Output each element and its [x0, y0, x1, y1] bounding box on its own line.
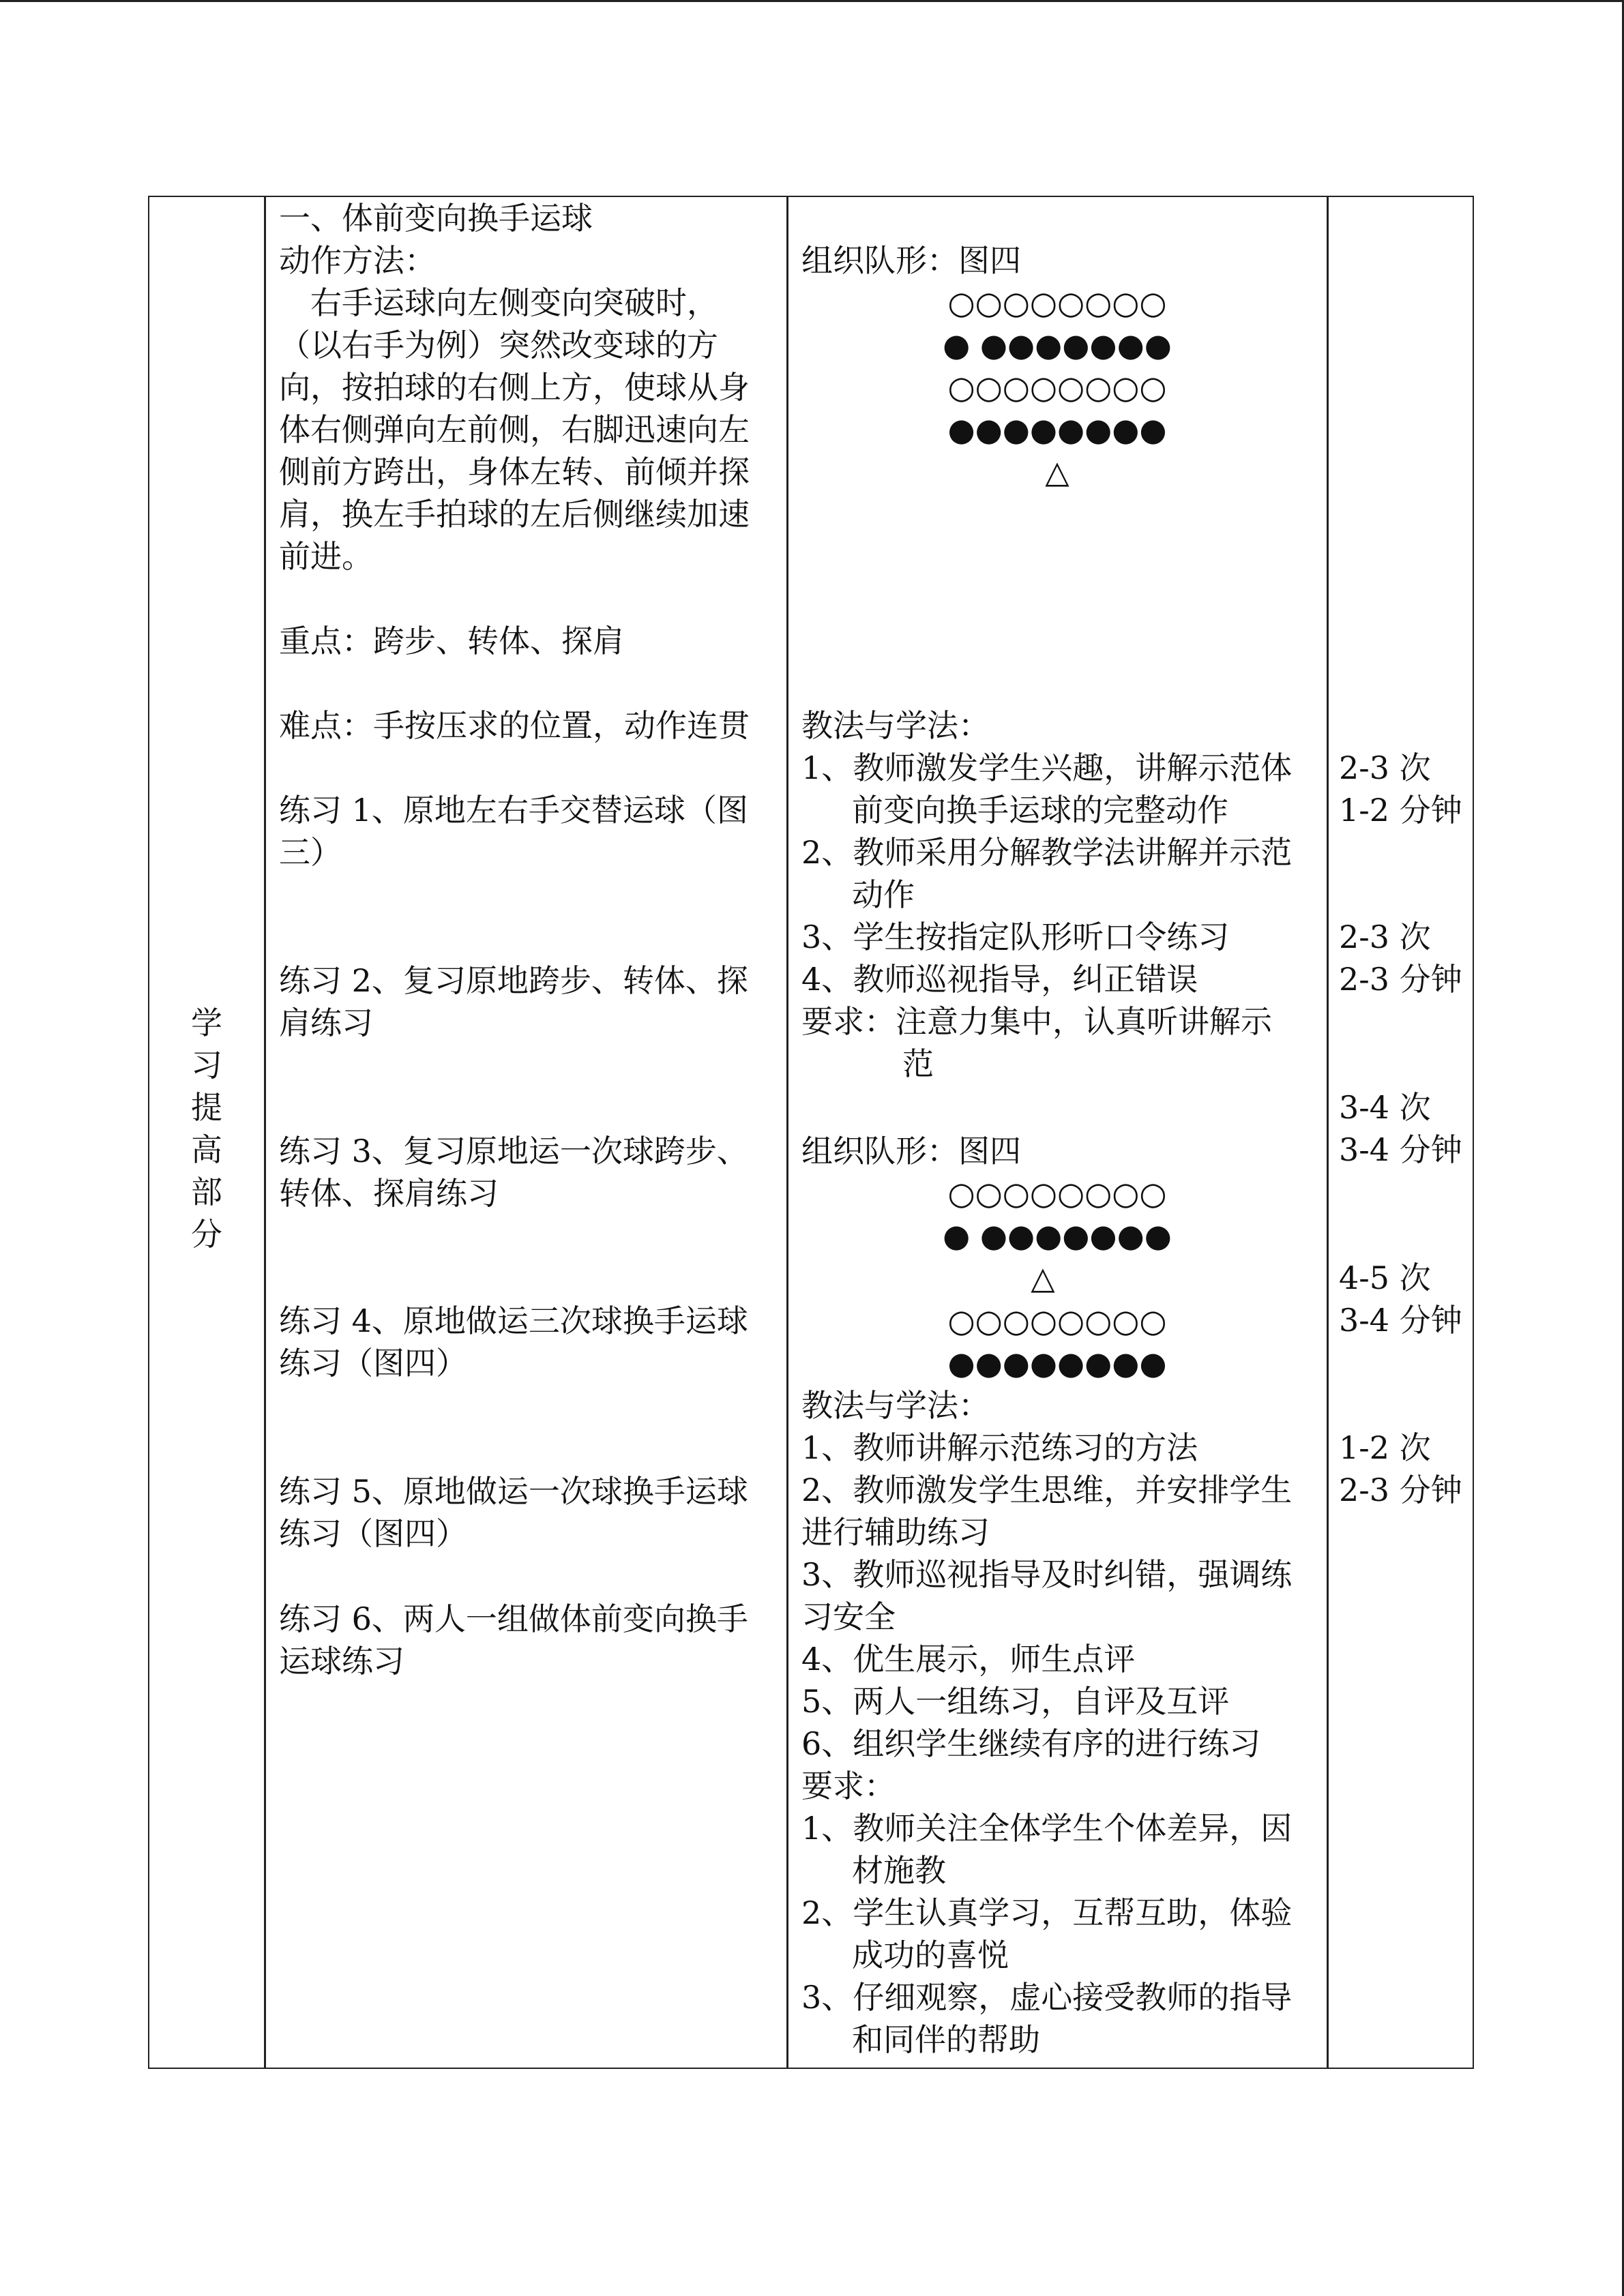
exercise-line: 肩练习: [279, 1004, 373, 1041]
method-line: 3、学生按指定队形听口令练习: [801, 919, 1230, 955]
teacher-triangle-icon: △: [1045, 453, 1069, 490]
content-line: 右手运球向左侧变向突破时，: [279, 284, 718, 321]
exercise-line: 练习 5、原地做运一次球换手运球: [279, 1473, 748, 1510]
formation-row-open: ○○○○○○○○: [947, 1302, 1167, 1339]
dosage-column: [1328, 197, 1475, 2068]
method-line: 4、优生展示，师生点评: [801, 1641, 1136, 1678]
formation-row-open: ○○○○○○○○: [947, 1175, 1167, 1212]
section-label: [149, 1002, 264, 1255]
method-line: 4、教师巡视指导，纠正错误: [801, 961, 1198, 998]
dosage-duration: 3-4 分钟: [1339, 1131, 1462, 1168]
formation-title: 组织队形：图四: [801, 242, 1021, 279]
dosage-duration: 1-2 分钟: [1339, 792, 1462, 829]
difficult-point: 难点：手按压求的位置，动作连贯: [279, 707, 750, 744]
content-line: 动作方法：: [279, 242, 436, 279]
requirement-line: 和同伴的帮助: [852, 2021, 1040, 2058]
page-border-top: [0, 0, 1624, 2]
formation-row-filled: ● ●●●●●●●: [943, 1217, 1172, 1254]
methods-title: 教法与学法：: [801, 1387, 990, 1424]
section-char: 学: [191, 1004, 222, 1041]
exercise-line: 练习（图四）: [279, 1515, 467, 1552]
method-line: 3、教师巡视指导及时纠错，强调练: [801, 1556, 1293, 1593]
dosage-times: 1-2 次: [1339, 1429, 1431, 1466]
exercise-line: 练习 6、两人一组做体前变向换手: [279, 1600, 748, 1637]
dosage-times: 3-4 次: [1339, 1089, 1431, 1126]
exercise-line: 练习（图四）: [279, 1345, 467, 1382]
dosage-duration: 3-4 分钟: [1339, 1302, 1462, 1339]
exercise-line: 转体、探肩练习: [279, 1175, 499, 1212]
formation-row-open: ○○○○○○○○: [947, 284, 1167, 321]
requirement-line: 3、仔细观察，虚心接受教师的指导: [801, 1979, 1293, 2016]
content-line: 向，按拍球的右侧上方，使球从身: [279, 369, 750, 406]
exercise-line: 练习 2、复习原地跨步、转体、探: [279, 962, 748, 999]
formation-row-filled: ● ●●●●●●●: [943, 327, 1172, 363]
requirement-line: 要求：注意力集中，认真听讲解示: [801, 1003, 1272, 1040]
section-char: 部: [191, 1174, 222, 1210]
content-line: 体右侧弹向左前侧，右脚迅速向左: [279, 411, 750, 448]
exercise-line: 练习 1、原地左右手交替运球（图: [279, 792, 748, 829]
section-char: 习: [191, 1047, 222, 1084]
methods-title: 教法与学法：: [801, 707, 990, 744]
lesson-plan-table: [148, 196, 1474, 2069]
formation-row-open: ○○○○○○○○: [947, 369, 1167, 406]
key-point: 重点：跨步、转体、探肩: [279, 623, 624, 659]
dosage-duration: 2-3 分钟: [1339, 1472, 1462, 1508]
formation-row-filled: ●●●●●●●●: [947, 411, 1167, 448]
exercise-line: 三）: [279, 834, 342, 871]
dosage-times: 4-5 次: [1339, 1259, 1431, 1296]
method-line: 2、教师采用分解教学法讲解并示范: [801, 834, 1293, 871]
requirement-line: 成功的喜悦: [852, 1937, 1009, 1973]
requirement-title: 要求：: [801, 1768, 896, 1804]
method-line: 习安全: [801, 1598, 896, 1635]
formation-row-filled: ●●●●●●●●: [947, 1345, 1167, 1382]
method-line: 前变向换手运球的完整动作: [852, 792, 1228, 829]
section-char: 高: [191, 1131, 222, 1168]
content-column: [265, 197, 786, 2068]
method-line: 1、教师激发学生兴趣，讲解示范体: [801, 749, 1293, 786]
content-title: 一、体前变向换手运球: [279, 200, 593, 237]
requirement-line: 2、学生认真学习，互帮互助，体验: [801, 1894, 1293, 1931]
dosage-duration: 2-3 分钟: [1339, 961, 1462, 998]
formation-title: 组织队形：图四: [801, 1133, 1021, 1169]
method-line: 1、教师讲解示范练习的方法: [801, 1429, 1198, 1466]
dosage-times: 2-3 次: [1339, 919, 1431, 955]
exercise-line: 运球练习: [279, 1643, 404, 1680]
method-line: 进行辅助练习: [801, 1514, 990, 1551]
dosage-times: 2-3 次: [1339, 749, 1431, 786]
exercise-line: 练习 4、原地做运三次球换手运球: [279, 1302, 748, 1339]
method-line: 5、两人一组练习，自评及互评: [801, 1683, 1230, 1720]
requirement-line: 1、教师关注全体学生个体差异，因: [801, 1810, 1293, 1847]
method-line: 2、教师激发学生思维，并安排学生: [801, 1472, 1293, 1508]
method-line: 6、组织学生继续有序的进行练习: [801, 1725, 1261, 1762]
content-line: 侧前方跨出，身体左转、前倾并探: [279, 453, 750, 490]
method-line: 动作: [852, 876, 915, 913]
content-line: 前进。: [279, 538, 373, 575]
teacher-triangle-icon: △: [1031, 1259, 1055, 1296]
requirement-line: 材施教: [852, 1852, 946, 1889]
requirement-line: 范: [902, 1045, 934, 1082]
content-line: （以右手为例）突然改变球的方: [279, 327, 718, 363]
section-char: 分: [191, 1216, 222, 1253]
exercise-line: 练习 3、复习原地运一次球跨步、: [279, 1133, 748, 1169]
organization-column: [788, 197, 1327, 2068]
section-char: 提: [191, 1089, 222, 1126]
content-line: 肩，换左手拍球的左后侧继续加速: [279, 496, 750, 533]
